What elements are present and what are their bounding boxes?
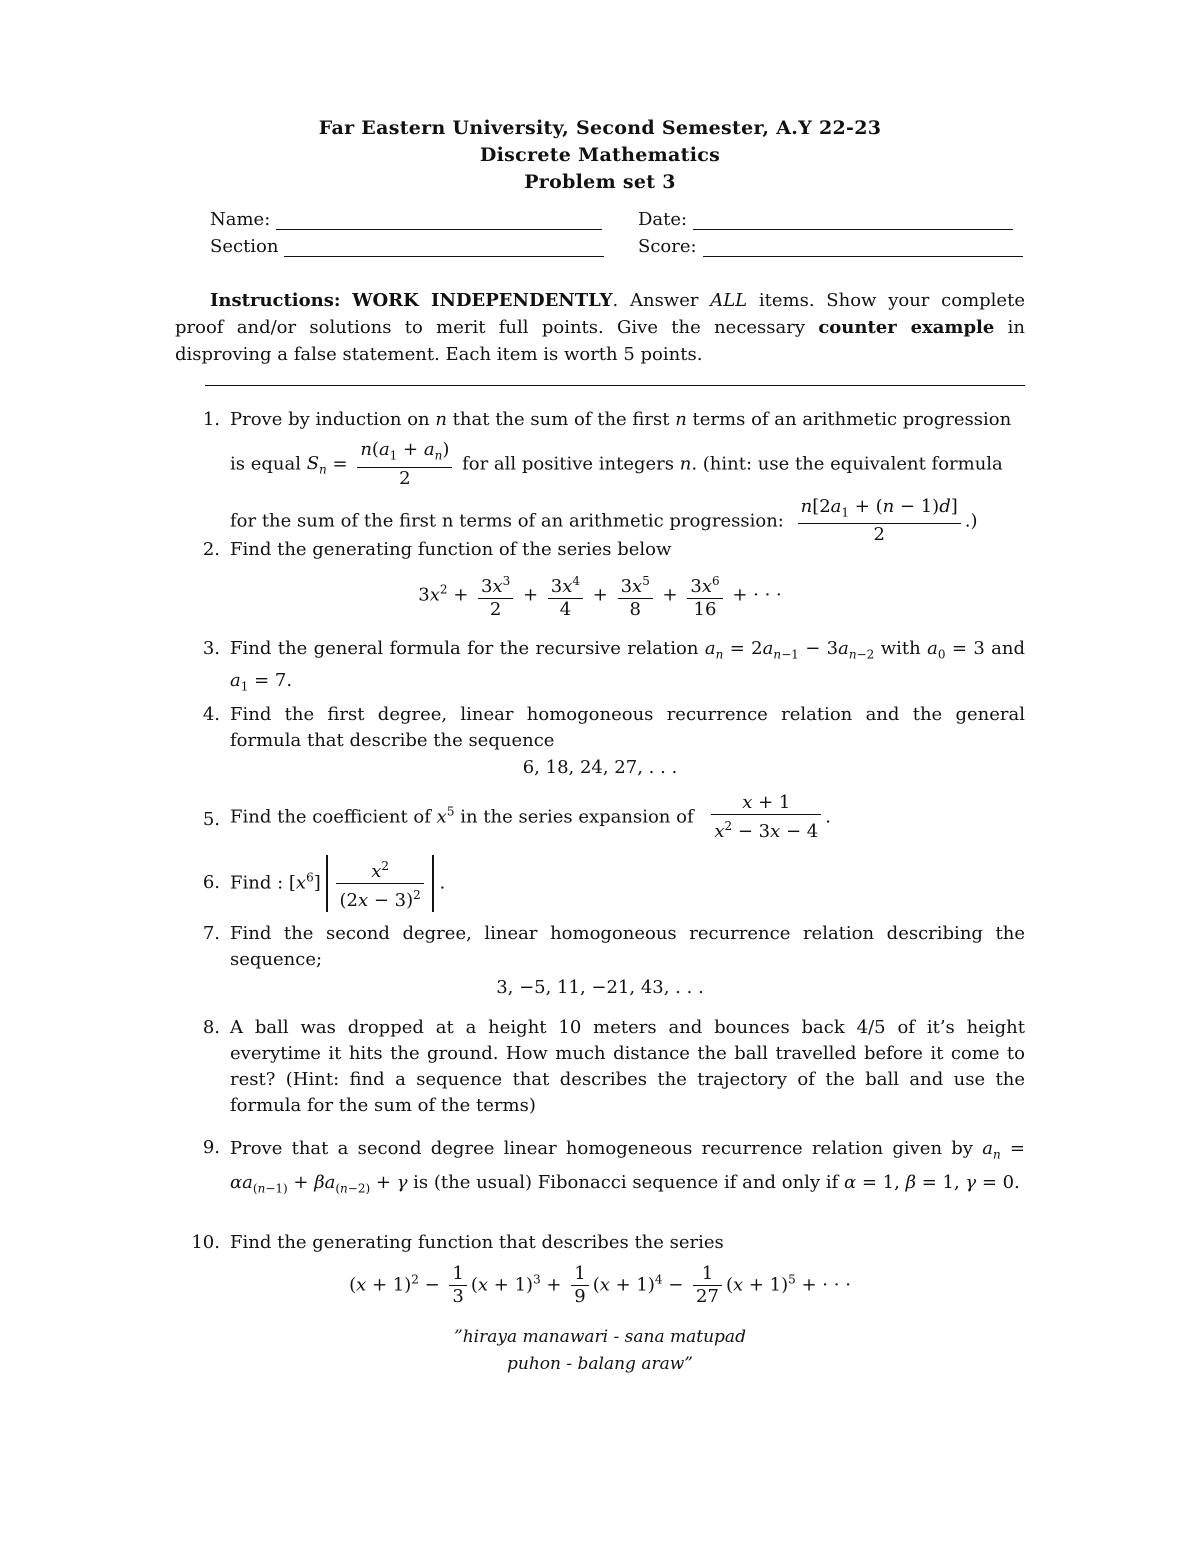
problem-number: 4.: [202, 704, 220, 725]
problem-number: 7.: [202, 923, 220, 944]
date-line[interactable]: [693, 211, 1013, 230]
problem-number: 9.: [202, 1137, 220, 1158]
course-title: Discrete Mathematics: [479, 144, 721, 166]
section-field[interactable]: [210, 236, 604, 257]
problem-text: Find : $[x^6]$ $\frac{x^2}{(2x - 3)^2}$ .: [230, 855, 1025, 912]
instructions-all: ALL: [710, 290, 748, 311]
problem-text: Find the second degree, linear homogoneous recurrence relation describing the sequence;: [230, 923, 1025, 970]
score-label: Score:: [638, 236, 697, 257]
problem-number: 5.: [202, 809, 220, 830]
instructions-counter-example: counter example: [818, 317, 995, 338]
series-10: $(x + 1)^2$ − $\frac{1}{3}$ $(x + 1)^3$ + $\frac{1}{9}$ $(x + 1)^4$ − $\frac{1}{27}$ $(x + 1)^5$ + · · ·: [349, 1263, 851, 1307]
problem-number: 8.: [202, 1017, 220, 1038]
problem-number: 3.: [202, 638, 220, 659]
problem-number: 10.: [191, 1232, 220, 1253]
closing-quote-line1: ”hiraya manawari - sana matupad: [454, 1327, 746, 1347]
problem-set-title: Problem set 3: [524, 171, 676, 193]
problem-number: 2.: [202, 539, 220, 560]
series-2: $3x^2$ + $\frac{3x^3}{2}$ + $\frac{3x^4}{4}$ + $\frac{3x^5}{8}$ + $\frac{3x^6}{16}$ + · · ·: [0, 570, 1200, 621]
divider: [205, 385, 1025, 386]
sequence-7: 3, −5, 11, −21, 43, . . .: [496, 977, 704, 998]
name-line[interactable]: [276, 211, 602, 230]
instructions-text-a: . Answer: [612, 290, 711, 311]
date-field[interactable]: [638, 209, 1013, 230]
score-line[interactable]: [703, 238, 1023, 257]
problem-text: Find the first degree, linear homogoneous recurrence relation and the general formula that describe the sequence: [230, 704, 1025, 751]
problem-text: Find the generating function of the series below: [230, 539, 672, 560]
instructions-text-b: items. Show your complete proof and/or solutions to merit full points. Give the necessary: [175, 290, 1025, 338]
problem-text: Find the generating function that describes the series: [230, 1232, 724, 1253]
problem-number: 1.: [202, 409, 220, 430]
section-label: Section: [210, 236, 279, 257]
instructions-label: Instructions:: [210, 290, 341, 311]
closing-quote-line2: puhon - balang araw”: [507, 1354, 693, 1374]
date-label: Date:: [638, 209, 688, 230]
university-title: Far Eastern University, Second Semester, A.Y 22-23: [318, 117, 882, 139]
sequence-4: 6, 18, 24, 27, . . .: [522, 757, 678, 778]
instructions: [175, 287, 1025, 368]
instructions-text-c: in disproving a false statement. Each item is worth 5 points.: [175, 317, 1026, 365]
problem-text: Find the general formula for the recursive relation $a_n = 2a_{n-1} - 3a_{n-2}$ with $a_0 = 3$ and $a_1 = 7$.: [230, 638, 1026, 694]
section-line[interactable]: [284, 238, 604, 257]
instructions-emphasis: WORK INDEPENDENTLY: [352, 290, 613, 311]
name-label: Name:: [210, 209, 271, 230]
problem-text: Prove by induction on n that the sum of the first n terms of an arithmetic progression is equal $S_n$ = $\frac{n(a_1 + a_n)}{2}$ for all positive integers n. (hint: use the equivalent formula for the sum of the first n terms of an arithmetic progression: $\frac{n[2a_1 + (n - 1)d]}{2}$ .): [230, 409, 1012, 546]
problem-text: Prove that a second degree linear homogeneous recurrence relation given by $a_n = \alpha a_{(n-1)} + \beta a_{(n-2)} + \gamma$ is (the usual) Fibonacci sequence if and only if α = 1, β = 1, γ = 0.: [230, 1138, 1025, 1196]
problem-text: Find the coefficient of $x^5$ in the series expansion of $\frac{x + 1}{x^2 - 3x - 4}$ .: [230, 792, 831, 842]
name-field[interactable]: [210, 209, 602, 230]
problem-number: 6.: [202, 872, 220, 893]
score-field[interactable]: [638, 236, 1023, 257]
problem-text: A ball was dropped at a height 10 meters and bounces back 4/5 of it’s height everytime it hits the ground. How much distance the ball travelled before it come to rest? (Hint: find a sequence that describes the trajectory of the ball and use the formula for the sum of the terms): [230, 1017, 1025, 1116]
